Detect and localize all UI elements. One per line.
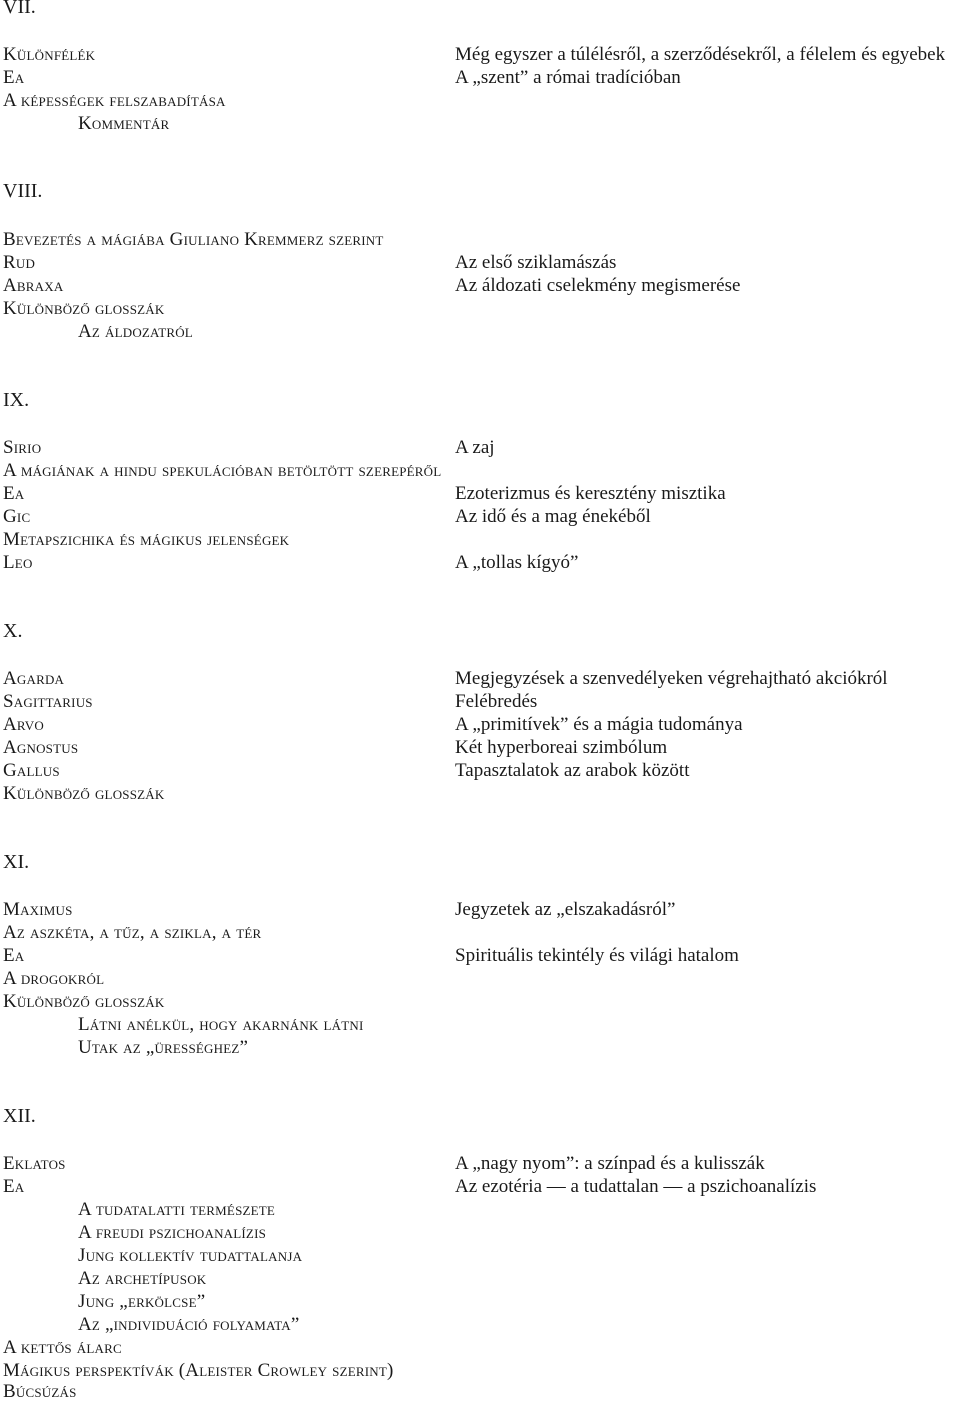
toc-entry: Ea xyxy=(3,945,25,966)
toc-entry: Sirio xyxy=(3,437,42,458)
toc-entry: Gallus xyxy=(3,760,60,781)
section-number: VIII. xyxy=(3,180,43,202)
toc-entry: Az ezotéria — a tudattalan — a pszichoanalízis xyxy=(455,1176,817,1197)
toc-subentry: Az archetípusok xyxy=(78,1268,207,1289)
toc-entry: Az áldozati cselekmény megismerése xyxy=(455,275,741,296)
toc-entry: Felébredés xyxy=(455,691,538,712)
toc-entry: A zaj xyxy=(455,437,495,458)
toc-subentry: Jung „erkölcse” xyxy=(78,1291,206,1312)
toc-subentry: A freudi pszichoanalízis xyxy=(78,1222,267,1243)
toc-entry: Az idő és a mag énekéből xyxy=(455,506,651,527)
section-number: X. xyxy=(3,620,23,642)
toc-entry: A „nagy nyom”: a színpad és a kulisszák xyxy=(455,1153,765,1174)
toc-entry: Az első sziklamászás xyxy=(455,252,617,273)
toc-entry: Ea xyxy=(3,483,25,504)
toc-entry: Még egyszer a túlélésről, a szerződésekről, a félelem és egyebek xyxy=(455,44,946,65)
toc-entry: Bevezetés a mágiába Giuliano Kremmerz szerint xyxy=(3,229,384,250)
section-number: VII. xyxy=(3,0,36,18)
section-number: XII. xyxy=(3,1105,36,1127)
section-number: XI. xyxy=(3,851,30,873)
toc-entry: A kettős álarc xyxy=(3,1337,122,1358)
toc-entry: Ea xyxy=(3,67,25,88)
toc-entry: Rud xyxy=(3,252,36,273)
toc-entry: A „primitívek” és a mágia tudománya xyxy=(455,714,743,735)
toc-subentry: A tudatalatti természete xyxy=(78,1199,276,1220)
toc-entry: Metapszichika és mágikus jelenségek xyxy=(3,529,290,550)
toc-entry: Különböző glosszák xyxy=(3,298,165,319)
toc-entry: A „szent” a római tradícióban xyxy=(455,67,681,88)
section-number: IX. xyxy=(3,389,30,411)
toc-entry: Különböző glosszák xyxy=(3,991,165,1012)
toc-subentry: Kommentár xyxy=(78,113,170,134)
toc-entry: Sagittarius xyxy=(3,691,93,712)
toc-subentry: Látni anélkül, hogy akarnánk látni xyxy=(78,1014,364,1035)
toc-entry: Az aszkéta, a tűz, a szikla, a tér xyxy=(3,922,262,943)
toc-entry: Két hyperboreai szimbólum xyxy=(455,737,668,758)
toc-entry: A mágiának a hindu spekulációban betöltött szerepéről xyxy=(3,460,442,481)
toc-entry: A „tollas kígyó” xyxy=(455,552,579,573)
toc-subentry: Az áldozatról xyxy=(78,321,193,342)
toc-entry: A drogokról xyxy=(3,968,105,989)
toc-entry: Spirituális tekintély és világi hatalom xyxy=(455,945,739,966)
toc-entry: Ea xyxy=(3,1176,25,1197)
toc-entry: Arvo xyxy=(3,714,44,735)
toc-entry: Megjegyzések a szenvedélyeken végrehajtható akciókról xyxy=(455,668,888,689)
toc-entry: Különfélék xyxy=(3,44,96,65)
toc-subentry: Utak az „ürességhez” xyxy=(78,1037,249,1058)
toc-entry: Agarda xyxy=(3,668,65,689)
toc-entry: Ezoterizmus és keresztény misztika xyxy=(455,483,726,504)
toc-entry: Eklatos xyxy=(3,1153,66,1174)
toc-entry: Mágikus perspektívák (Aleister Crowley szerint) xyxy=(3,1360,394,1381)
toc-entry: Leo xyxy=(3,552,33,573)
toc-entry: Gic xyxy=(3,506,31,527)
toc-subentry: Jung kollektív tudattalanja xyxy=(78,1245,303,1266)
toc-entry: Különböző glosszák xyxy=(3,783,165,804)
toc-entry: Búcsúzás xyxy=(3,1381,77,1402)
toc-entry: Jegyzetek az „elszakadásról” xyxy=(455,899,676,920)
toc-entry: Agnostus xyxy=(3,737,79,758)
toc-entry: A képességek felszabadítása xyxy=(3,90,226,111)
toc-subentry: Az „individuáció folyamata” xyxy=(78,1314,300,1335)
toc-entry: Tapasztalatok az arabok között xyxy=(455,760,690,781)
toc-entry: Abraxa xyxy=(3,275,64,296)
toc-entry: Maximus xyxy=(3,899,73,920)
